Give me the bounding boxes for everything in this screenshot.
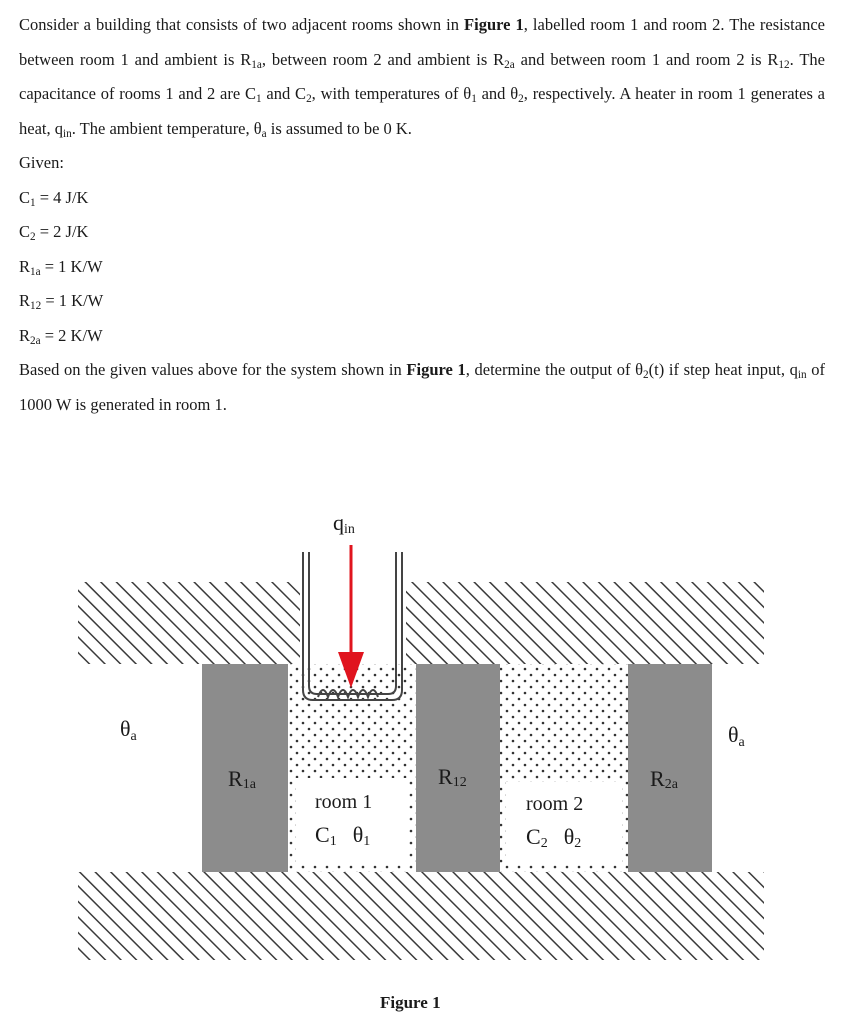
room-2-vars: C2 θ2 bbox=[526, 824, 582, 851]
heater-label: qin bbox=[333, 510, 355, 537]
given-r1a: $R_{1a} = 1$ K/W bbox=[19, 256, 103, 278]
given-label: Given: bbox=[19, 153, 64, 172]
problem-question: Based on the given values above for the system shown in Figure 1, determine the output of $\theta_2(t)$ if step heat input, $q_{in}$ of 1000 W is generated in room 1. bbox=[19, 360, 825, 414]
wall-r2a bbox=[628, 664, 712, 872]
r1a-label: R1a bbox=[228, 766, 256, 792]
problem-intro: Consider a building that consists of two adjacent rooms shown in Figure 1, labelled room 1 and room 2. The resistance between room 1 and ambient is $R_{1a}$, between room 2 and ambient is $R_{2a}$ and between room 1 and room 2 is $R_{12}$. The capacitance of rooms 1 and 2 are $C_1$ and $C_2$, with temperatures of $\theta_1$ and $\theta_2$, respectively. A heater in room 1 generates a heat, $q_{in}$. The ambient temperature, $\theta_a$ is assumed to be 0 K. bbox=[19, 15, 825, 140]
wall-r1a bbox=[202, 664, 288, 872]
r2a-label: R2a bbox=[650, 766, 678, 792]
given-r12: $R_{12} = 1$ K/W bbox=[19, 291, 104, 312]
given-c2: $C_2 = 2$ J/K bbox=[19, 222, 89, 243]
room-1-vars: C1 θ1 bbox=[315, 822, 371, 849]
given-c1: $C_1 = 4$ J/K bbox=[19, 187, 89, 209]
figure-reference-2: Figure 1 bbox=[406, 360, 466, 379]
ambient-left-label: θa bbox=[120, 716, 137, 744]
figure-reference: Figure 1 bbox=[464, 15, 524, 34]
room-2-name: room 2 bbox=[526, 793, 584, 815]
room-1-name: room 1 bbox=[315, 791, 373, 813]
wall-r12 bbox=[416, 664, 500, 872]
floor-hatch bbox=[78, 872, 764, 960]
ceiling-hatch bbox=[78, 582, 764, 664]
ambient-right-label: θa bbox=[728, 722, 745, 750]
given-r2a: $R_{2a} = 2$ K/W bbox=[19, 325, 103, 347]
figure-caption: Figure 1 bbox=[380, 993, 441, 1012]
r12-label: R12 bbox=[438, 764, 467, 790]
